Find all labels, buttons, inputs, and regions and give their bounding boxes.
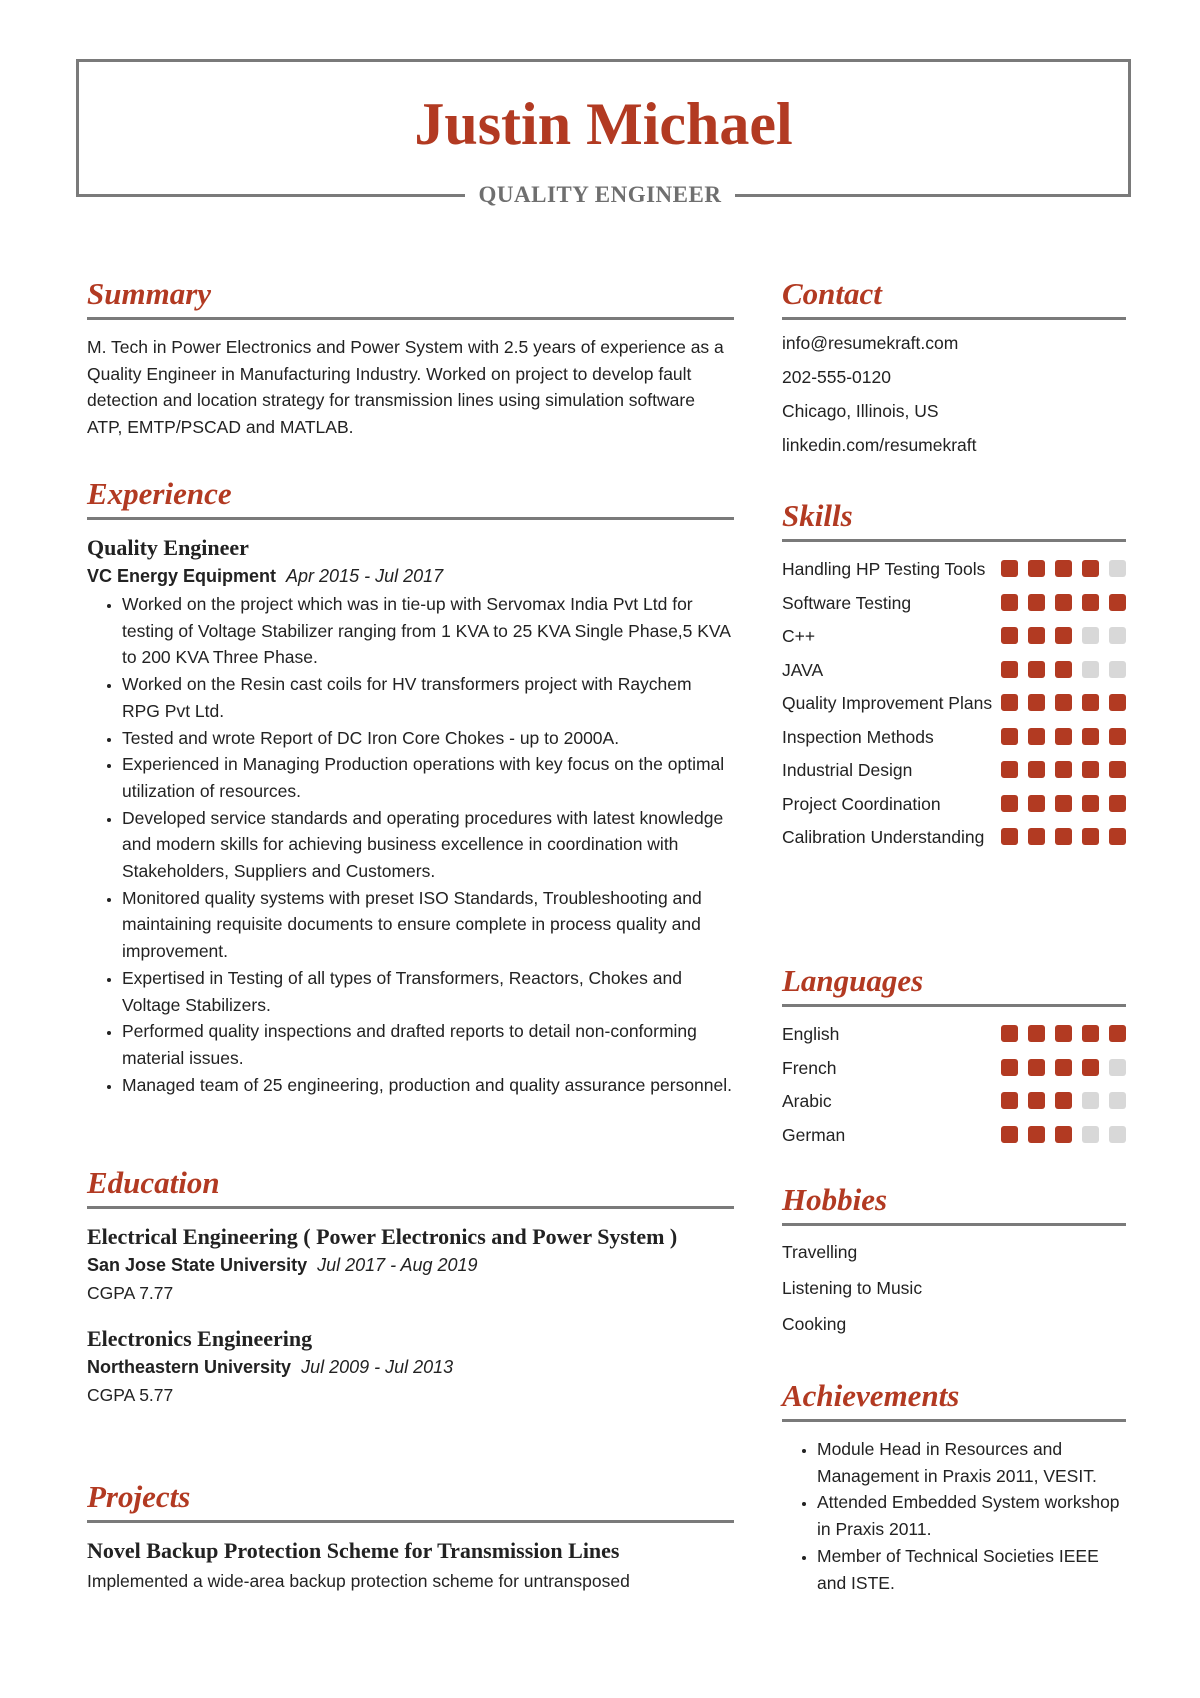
rating-dot-filled [1082,1059,1099,1076]
skills-name: Project Coordination [782,793,941,814]
rating-dot-filled [1001,761,1018,778]
rating-dot-filled [1001,728,1018,745]
contact-linkedin[interactable]: linkedin.com/resumekraft [782,435,977,455]
rating-dot-empty [1082,1092,1099,1109]
achievements-section [782,1378,1126,1596]
rating-dot-filled [1028,761,1045,778]
rating-dot-filled [1001,1092,1018,1109]
rating-dot-filled [1082,728,1099,745]
rating-dot-filled [1001,1126,1018,1143]
section-title: Summary [87,276,734,320]
summary-section [87,276,734,441]
rating-dot-filled [1109,761,1126,778]
rating-dot-filled [1055,1059,1072,1076]
hobby-item: Listening to Music [782,1278,923,1298]
rating-dot-filled [1082,1025,1099,1042]
contact-email[interactable]: info@resumekraft.com [782,333,959,353]
section-title: Achievements [782,1378,1126,1422]
section-title: Experience [87,476,734,520]
job-company-line [87,561,734,591]
experience-section [87,476,734,1098]
rating-dot-filled [1001,1059,1018,1076]
rating-dot-filled [1082,761,1099,778]
languages-name: German [782,1124,846,1145]
bullet-item: • Experienced in Managing Production operations with key focus on the optimal utilization of resources. [122,751,734,804]
grade: CGPA 5.77 [87,1384,174,1405]
skills-name: Handling HP Testing Tools [782,559,986,579]
skills-row [782,590,1126,616]
skills-section [782,498,1126,858]
rating-dots [1001,791,1126,812]
rating-dots [1001,1055,1126,1076]
languages-row [782,1055,1126,1081]
skills-row [782,791,1126,817]
rating-dot-filled [1028,661,1045,678]
rating-dot-filled [1055,795,1072,812]
rating-dot-filled [1109,694,1126,711]
projects-section [87,1479,734,1595]
job-title-text: QUALITY ENGINEER [465,182,736,207]
bullet-item: • Performed quality inspections and drafted reports to detail non-conforming material issues. [122,1018,734,1071]
rating-dot-filled [1082,828,1099,845]
rating-dot-filled [1028,828,1045,845]
rating-dot-filled [1001,828,1018,845]
bullet-item: • Monitored quality systems with preset ISO Standards, Troubleshooting and maintaining requisite documents to ensure complete in process quality and improvement. [122,885,734,965]
rating-dot-empty [1082,627,1099,644]
rating-dots [1001,824,1126,845]
section-title: Education [87,1165,734,1209]
rating-dot-filled [1055,728,1072,745]
rating-dots [1001,623,1126,644]
skills-row [782,724,1126,750]
rating-dot-filled [1082,560,1099,577]
skills-row [782,623,1126,649]
rating-dot-filled [1082,694,1099,711]
rating-dot-filled [1001,1025,1018,1042]
languages-section [782,963,1126,1155]
rating-dot-empty [1109,560,1126,577]
bullet-item: • Tested and wrote Report of DC Iron Core Chokes - up to 2000A. [122,725,734,752]
section-title: Languages [782,963,1126,1007]
degree: Electronics Engineering [87,1325,313,1351]
languages-row [782,1021,1126,1047]
section-title: Projects [87,1479,734,1523]
grade: CGPA 7.77 [87,1283,174,1303]
rating-dot-filled [1055,661,1072,678]
school-line [87,1250,734,1280]
rating-dots [1001,1088,1126,1109]
job-title [0,182,1200,208]
skills-row [782,757,1126,783]
education-dates: Jul 2017 - Aug 2019 [317,1255,478,1275]
skills-name: Quality Improvement Plans [782,693,993,713]
rating-dot-filled [1028,1059,1045,1076]
bullet-item: • Worked on the project which was in tie-up with Servomax India Pvt Ltd for testing of Voltage Stabilizer ranging from 1 KVA to 25 KVA Single Phase,5 KVA to 200 KVA Three Phase. [122,591,734,671]
rating-dot-empty [1109,627,1126,644]
languages-row [782,1088,1126,1114]
job-bullets [87,591,734,1098]
rating-dot-filled [1028,1025,1045,1042]
rating-dot-filled [1109,594,1126,611]
section-title: Hobbies [782,1182,1126,1226]
bullet-item: • Worked on the Resin cast coils for HV transformers project with Raychem RPG Pvt Ltd. [122,671,734,724]
candidate-name: Justin Michael [414,91,793,157]
rating-dot-filled [1001,795,1018,812]
project-name: Novel Backup Protection Scheme for Transmission Lines [87,1538,620,1563]
rating-dot-filled [1109,1025,1126,1042]
hobby-item: Cooking [782,1314,847,1334]
job-dates: Apr 2015 - Jul 2017 [286,566,444,586]
bullet-item: • Developed service standards and operating procedures with latest knowledge and modern skills for achieving business excellence in coordination with Stakeholders, Suppliers and Customers. [122,805,734,885]
languages-name: English [782,1024,840,1044]
school-line [87,1352,734,1382]
languages-name: Arabic [782,1091,832,1111]
section-title: Skills [782,498,1126,542]
rating-dots [1001,690,1126,711]
rating-dots [1001,556,1126,577]
rating-dot-filled [1082,795,1099,812]
company-name: VC Energy Equipment [87,566,277,586]
rating-dots [1001,590,1126,611]
rating-dot-filled [1028,728,1045,745]
education-dates: Jul 2009 - Jul 2013 [301,1356,454,1377]
contact-location: Chicago, Illinois, US [782,401,939,421]
rating-dot-filled [1109,828,1126,845]
skills-row [782,824,1126,850]
contact-section [782,276,1126,462]
school-name: Northeastern University [87,1356,292,1377]
rating-dot-filled [1028,795,1045,812]
education-item [87,1223,734,1307]
degree: Electrical Engineering ( Power Electronics and Power System ) [87,1224,678,1249]
rating-dot-filled [1055,694,1072,711]
rating-dot-filled [1055,627,1072,644]
rating-dot-empty [1082,1126,1099,1143]
rating-dot-empty [1109,1059,1126,1076]
rating-dot-filled [1082,594,1099,611]
languages-row [782,1122,1126,1148]
rating-dot-filled [1001,560,1018,577]
rating-dot-filled [1001,627,1018,644]
rating-dot-filled [1055,1126,1072,1143]
job-role: Quality Engineer [87,535,249,560]
section-title: Contact [782,276,1126,320]
rating-dot-filled [1055,1092,1072,1109]
rating-dots [1001,1021,1126,1042]
rating-dot-filled [1109,795,1126,812]
summary-text: M. Tech in Power Electronics and Power System with 2.5 years of experience as a Quality Engineer in Manufacturing Industry. Worked on project to develop fault detection and location strategy for transmission lines using simulation software ATP, EMTP/PSCAD and MATLAB. [87,337,724,438]
skills-name: JAVA [782,659,824,680]
skills-row [782,556,1126,582]
education-section [87,1165,734,1426]
contact-phone: 202-555-0120 [782,367,891,387]
skills-name: Inspection Methods [782,726,934,747]
hobbies-section [782,1182,1126,1342]
bullet-item: • Managed team of 25 engineering, production and quality assurance personnel. [122,1072,734,1099]
achievement-item: • Attended Embedded System workshop in Praxis 2011. [817,1489,1126,1542]
hobby-item: Travelling [782,1242,858,1262]
rating-dot-filled [1028,1092,1045,1109]
bullet-item: • Expertised in Testing of all types of Transformers, Reactors, Chokes and Voltage Stabilizers. [122,965,734,1018]
rating-dot-filled [1001,594,1018,611]
rating-dot-filled [1055,761,1072,778]
rating-dot-empty [1109,661,1126,678]
rating-dot-filled [1001,661,1018,678]
achievement-item: • Member of Technical Societies IEEE and ISTE. [817,1543,1126,1596]
rating-dot-filled [1055,828,1072,845]
rating-dot-filled [1055,594,1072,611]
skills-row [782,657,1126,683]
rating-dot-filled [1028,1126,1045,1143]
rating-dot-filled [1055,1025,1072,1042]
rating-dots [1001,757,1126,778]
rating-dot-filled [1028,694,1045,711]
header-box [76,59,1131,196]
rating-dot-empty [1109,1092,1126,1109]
education-item [87,1325,734,1409]
skills-name: Software Testing [782,592,912,613]
project-description: Implemented a wide-area backup protection scheme for untransposed [87,1571,630,1591]
rating-dots [1001,724,1126,745]
rating-dot-filled [1055,560,1072,577]
achievement-item: • Module Head in Resources and Management in Praxis 2011, VESIT. [817,1436,1126,1489]
rating-dot-filled [1028,560,1045,577]
skills-name: Industrial Design [782,760,913,780]
rating-dot-filled [1028,627,1045,644]
rating-dots [1001,657,1126,678]
rating-dot-empty [1082,661,1099,678]
rating-dots [1001,1122,1126,1143]
rating-dot-filled [1109,728,1126,745]
skills-name: Calibration Understanding [782,827,985,847]
skills-name: C++ [782,626,816,646]
rating-dot-empty [1109,1126,1126,1143]
school-name: San Jose State University [87,1255,308,1275]
rating-dot-filled [1001,694,1018,711]
rating-dot-filled [1028,594,1045,611]
languages-name: French [782,1057,837,1078]
skills-row [782,690,1126,716]
